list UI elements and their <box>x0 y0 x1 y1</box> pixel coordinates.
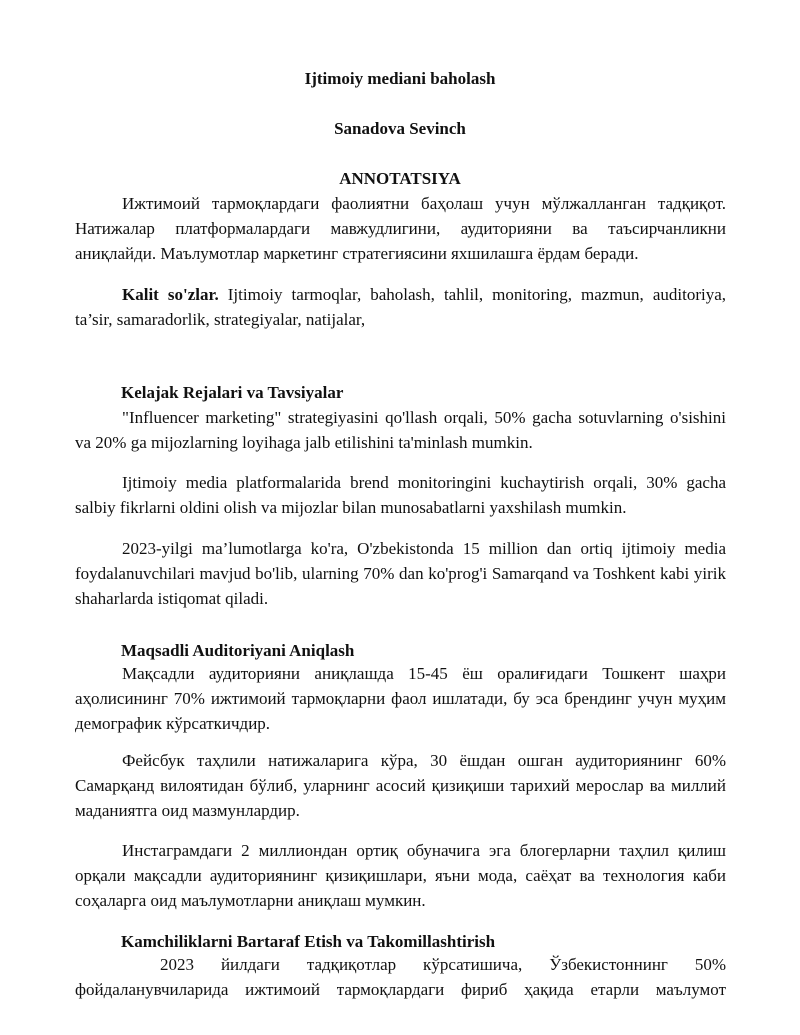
document-title: Ijtimoiy mediani baholash <box>304 69 496 88</box>
annotation-heading: ANNOTATSIYA <box>339 169 461 188</box>
paragraph: 2023-yilgi ma’lumotlarga ko'ra, O'zbekistonda 15 million dan ortiq ijtimoiy media foydalanuvchilari mavjud bo'lib, ularning 70% dan ko'prog'i Samarqand va Toshkent kabi yirik shaharlarda istiqomat qiladi. <box>75 539 726 608</box>
paragraph: Инстаграмдаги 2 миллиондан ортиқ обуначига эга блогерларни таҳлил қилиш орқали мақсадли аудиториянинг қизиқишлари, яъни мода, саёҳат ва технология каби соҳаларга оид маълумотларни аниқлаш мумкин. <box>75 841 726 910</box>
paragraph: "Influencer marketing" strategiyasini qo'llash orqali, 50% gacha sotuvlarning o'sishini va 20% ga mijozlarning loyihaga jalb etilishini ta'minlash mumkin. <box>75 408 726 452</box>
annotation-paragraph: Ижтимоий тармоқлардаги фаолиятни баҳолаш учун мўлжалланган тадқиқот. Натижалар платформалардаги мавжудлигини, аудиторияни ва таъсирчанликни аниқлайди. Маълумотлар маркетинг стратегиясини яхшилашга ёрдам беради. <box>75 194 726 263</box>
paragraph: Фейсбук таҳлили натижаларига кўра, 30 ёшдан ошган аудиториянинг 60% Самарқанд вилоятидан бўлиб, уларнинг асосий қизиқиши тарихий мерослар ва миллий маданиятга оид мазмунлардир. <box>75 751 726 820</box>
section-heading-target-audience: Maqsadli Auditoriyani Aniqlash <box>121 641 355 660</box>
keywords-paragraph <box>75 282 726 332</box>
paragraph: Ijtimoiy media platformalarida brend monitoringini kuchaytirish orqali, 30% gacha salbiy fikrlarni oldini olish va mijozlar bilan munosabatlarni yaxshilash mumkin. <box>75 473 726 517</box>
paragraph: 2023 йилдаги тадқиқотлар кўрсатишича, Ўзбекистоннинг 50% фойдаланувчиларида ижтимоий тармоқлардаги фириб ҳақида етарли маълумот <box>75 955 726 999</box>
keywords-label: Kalit so'zlar. <box>122 285 219 304</box>
author-name: Sanadova Sevinch <box>334 119 466 138</box>
section-heading-improvements: Kamchiliklarni Bartaraf Etish va Takomillashtirish <box>121 932 496 951</box>
paragraph: Мақсадли аудиторияни аниқлашда 15-45 ёш оралиғидаги Тошкент шаҳри аҳолисининг 70% ижтимоий тармоқларни фаол ишлатади, бу эса брендинг учун муҳим демографик кўрсаткичдир. <box>75 664 726 733</box>
keywords-text: Ijtimoiy tarmoqlar, baholash, tahlil, monitoring, mazmun, auditoriya, ta’sir, samaradorlik, strategiyalar, natijalar, <box>75 285 726 329</box>
section-heading-future-plans: Kelajak Rejalari va Tavsiyalar <box>121 383 344 402</box>
